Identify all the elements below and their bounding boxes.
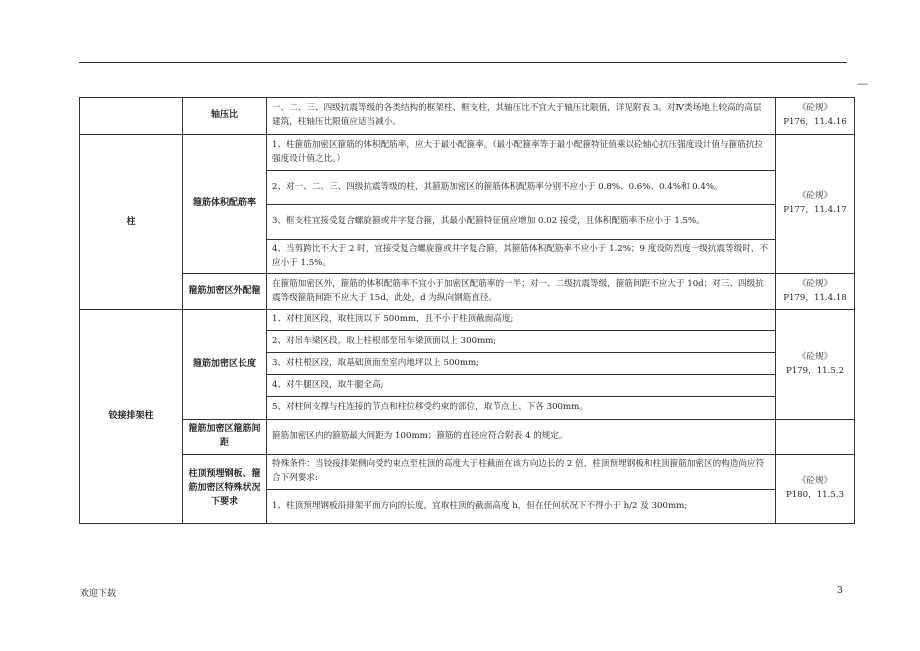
requirement-text: 在箍筋加密区外，箍筋的体积配筋率不宜小于加密区配筋率的一半；对一、二级抗震等级，箍筋间距不应大于 10d；对三、四级抗震等级箍筋间距不应大于 15d，此处，d 为纵向钢筋直径。	[267, 274, 776, 310]
category-cell	[80, 98, 183, 135]
page-number: 3	[837, 586, 843, 596]
requirement-text: 3、对柱根区段，取基础顶面至室内地坪以上 500mm;	[267, 353, 776, 375]
header-mark: —	[857, 77, 868, 90]
subcategory-cell: 轴压比	[183, 98, 267, 135]
reference-clause: P179，11.5.2	[785, 365, 845, 376]
reference-cell	[776, 455, 855, 524]
requirement-text: 1、对柱顶区段，取柱顶以下 500mm，且不小于柱顶截面高度;	[267, 310, 776, 331]
requirement-text: 4、对牛腿区段，取牛腿全高;	[267, 375, 776, 397]
reference-cell	[776, 310, 855, 420]
category-cell: 柱	[80, 135, 183, 310]
requirement-text: 3、框支柱宜接受复合螺旋箍或井字复合箍，其最小配箍特征值应增加 0.02 接受，且体积配筋率不应小于 1.5%。	[267, 205, 776, 240]
table-row	[80, 310, 855, 331]
category-cell: 铰接排架柱	[80, 310, 183, 524]
reference-clause: P179，11.4.18	[783, 292, 847, 303]
table-row	[80, 420, 855, 455]
reference-cell	[776, 98, 855, 135]
reference-clause: P176，11.4.16	[783, 117, 847, 127]
reference-code: 《砼规》	[797, 103, 833, 114]
header-rule	[79, 62, 847, 63]
footer-note: 欢迎下载	[80, 589, 117, 599]
requirement-text: 一、二、三、四级抗震等级的各类结构的框架柱、框支柱，其轴压比不宜大于轴压比限值，详见附表 3。对Ⅳ类场地上较高的高层建筑，柱轴压比限值应适当减小。	[267, 98, 776, 135]
subcategory-cell: 柱顶预埋钢板、箍筋加密区特殊状况下要求	[183, 455, 267, 524]
reference-cell	[776, 274, 855, 310]
requirement-text: 5、对柱间支撑与柱连接的节点和柱位移受约束的部位，取节点上、下各 300mm。	[267, 397, 776, 420]
subcategory-cell: 箍筋加密区长度	[183, 310, 267, 420]
requirement-text: 4、当剪跨比不大于 2 时，宜接受复合螺旋箍或井字复合箍，其箍筋体积配筋率不应小于 1.2%；9 度设防烈度一级抗震等级时，不应小于 1.5%。	[267, 240, 776, 274]
subcategory-cell: 箍筋体积配筋率	[183, 135, 267, 274]
spec-table-wrapper	[79, 97, 855, 524]
requirement-text: 箍筋加密区内的箍筋最大间距为 100mm；箍筋的直径应符合附表 4 的规定。	[267, 420, 776, 455]
table-row	[80, 274, 855, 310]
requirement-text: 1、柱顶预埋钢板沿排架平面方向的长度，宜取柱顶的截面高度 h，但在任何状况下不得小于 h/2 及 300mm;	[267, 490, 776, 524]
reference-clause: P180，11.5.3	[785, 490, 845, 500]
requirement-text: 1、柱箍筋加密区箍筋的体积配筋率，应大于最小配箍率。（最小配箍率等于最小配箍特征值乘以砼轴心抗压强度设计值与箍筋抗拉强度设计值之比。）	[267, 135, 776, 171]
reference-code: 《砼规》	[797, 278, 833, 289]
table-row	[80, 135, 855, 171]
subcategory-cell: 箍筋加密区外配箍	[183, 274, 267, 310]
requirement-text: 特殊条件：当铰接排架侧向受约束点至柱顶的高度大于柱截面在该方向边长的 2 倍，柱顶预埋钢板和柱顶箍筋加密区的构造尚应符合下列要求:	[267, 455, 776, 490]
reference-code: 《砼规》	[797, 476, 833, 487]
spec-table	[79, 97, 855, 524]
reference-cell	[776, 135, 855, 274]
table-row	[80, 98, 855, 135]
requirement-text: 2、对吊车梁区段，取上柱根部至吊车梁顶面以上 300mm;	[267, 331, 776, 353]
table-row	[80, 455, 855, 490]
requirement-text: 2、对一、二、三、四级抗震等级的柱，其箍筋加密区的箍筋体积配筋率分别不应小于 0.8%、0.6%、0.4%和 0.4%。	[267, 171, 776, 205]
subcategory-cell: 箍筋加密区箍筋间距	[183, 420, 267, 455]
reference-clause: P177，11.4.17	[783, 205, 847, 215]
reference-code: 《砼规》	[797, 191, 833, 202]
reference-cell	[776, 420, 855, 455]
reference-code: 《砼规》	[797, 351, 833, 362]
